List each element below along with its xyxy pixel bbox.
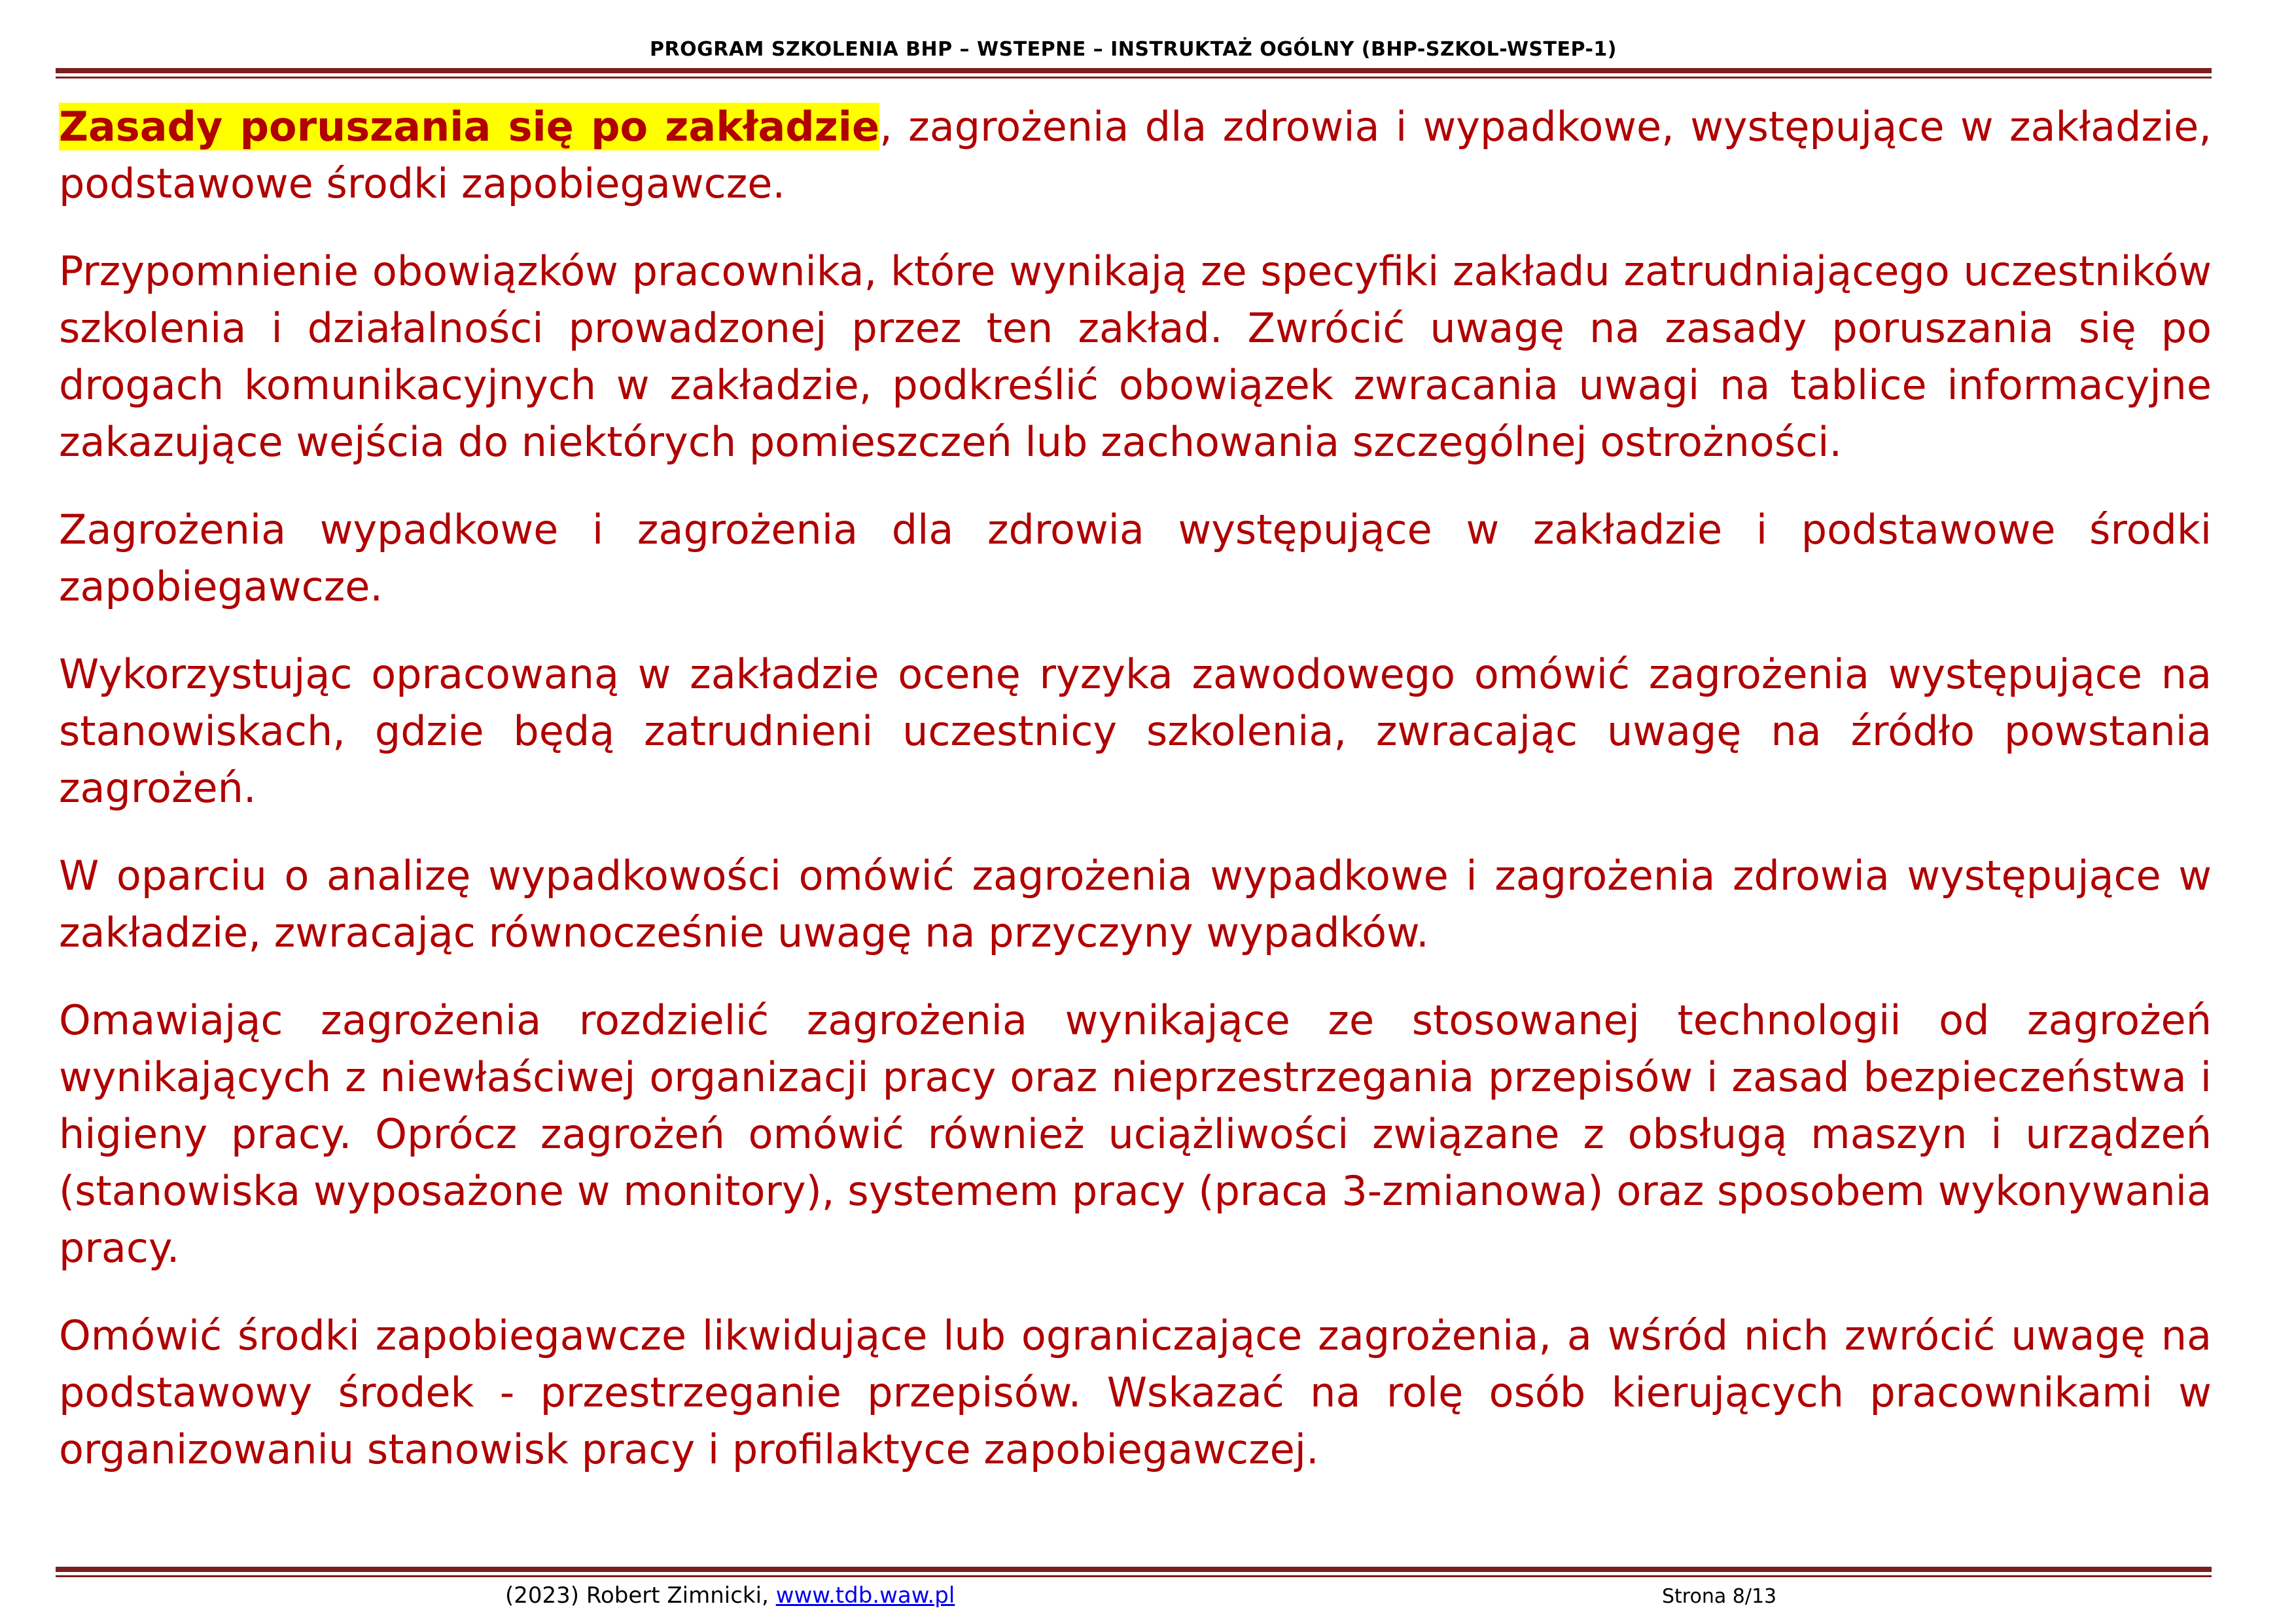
paragraph-preventive-measures: Omówić środki zapobiegawcze likwidujące lub ograniczające zagrożenia, a wśród nich zwrócić uwagę na podstawowy środek - przestrzeganie przepisów. Wskazać na rolę osób kierujących pracownikami w organizowaniu stanowisk pracy i profilaktyce zapobiegawczej. <box>59 1312 2212 1473</box>
footer-author <box>505 1582 955 1609</box>
paragraph-risk-assessment: Wykorzystując opracowaną w zakładzie ocenę ryzyka zawodowego omówić zagrożenia występujące na stanowiskach, gdzie będą zatrudnieni uczestnicy szkolenia, zwracając uwagę na źródło powstania zagrożeń. <box>59 650 2212 812</box>
header-rule-thick <box>56 68 2212 73</box>
highlighted-heading: Zasady poruszania się po zakładzie <box>59 103 880 150</box>
paragraph-hazard-separation: Omawiając zagrożenia rozdzielić zagrożenia wynikające ze stosowanej technologii od zagrożeń wynikających z niewłaściwej organizacji pracy oraz nieprzestrzegania przepisów i zasad bezpieczeństwa i higieny pracy. Oprócz zagrożeń omówić również uciążliwości związane z obsługą maszyn i urządzeń (stanowiska wyposażone w monitory), systemem pracy (praca 3-zmianowa) oraz sposobem wykonywania pracy. <box>59 996 2212 1272</box>
intro-text: , zagrożenia dla zdrowia i wypadkowe, występujące w zakładzie, podstawowe środki zapobiegawcze. <box>59 103 2212 207</box>
footer-rule-thin <box>56 1575 2212 1577</box>
intro-paragraph <box>59 98 2212 212</box>
footer-author-text: (2023) Robert Zimnicki, <box>505 1582 776 1609</box>
page-number: Strona 8/13 <box>1662 1585 1777 1608</box>
header-rule-thin <box>56 77 2212 79</box>
paragraph-accident-analysis: W oparciu o analizę wypadkowości omówić zagrożenia wypadkowe i zagrożenia zdrowia występujące w zakładzie, zwracając równocześnie uwagę na przyczyny wypadków. <box>59 852 2212 956</box>
footer-website-link[interactable]: www.tdb.waw.pl <box>775 1582 955 1609</box>
paragraph-hazards-title: Zagrożenia wypadkowe i zagrożenia dla zdrowia występujące w zakładzie i podstawowe środki zapobiegawcze. <box>59 506 2212 610</box>
footer-rule-thick <box>56 1567 2212 1572</box>
header-title: PROGRAM SZKOLENIA BHP – WSTEPNE – INSTRUKTAŻ OGÓLNY (BHP-SZKOL-WSTEP-1) <box>650 38 1617 61</box>
document-body <box>59 98 2212 1509</box>
paragraph-obligations: Przypomnienie obowiązków pracownika, które wynikają ze specyfiki zakładu zatrudniającego uczestników szkolenia i działalności prowadzonej przez ten zakład. Zwrócić uwagę na zasady poruszania się po drogach komunikacyjnych w zakładzie, podkreślić obowiązek zwracania uwagi na tablice informacyjne zakazujące wejścia do niektórych pomieszczeń lub zachowania szczególnej ostrożności. <box>59 247 2212 466</box>
